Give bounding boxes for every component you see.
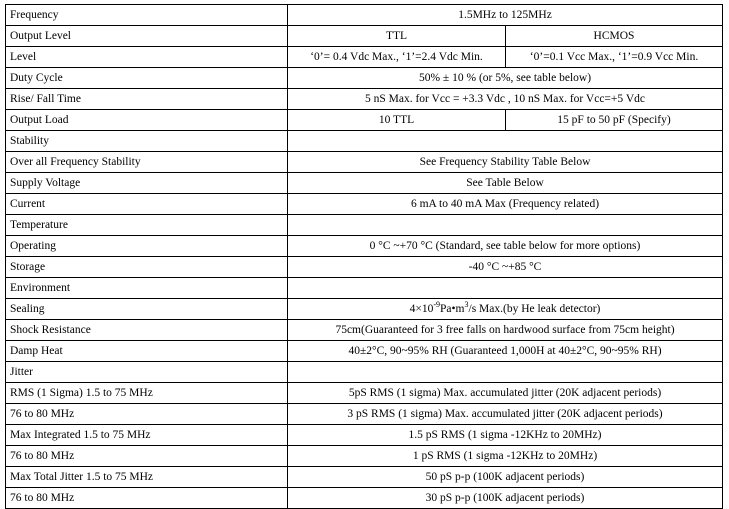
table-row: [6, 467, 723, 488]
table-row: [6, 215, 723, 236]
table-row: [6, 236, 723, 257]
table-row: [6, 194, 723, 215]
row-label-overall-frequency-stability: Over all Frequency Stability: [6, 152, 288, 173]
row-label-shock-resistance: Shock Resistance: [6, 320, 288, 341]
row-label-supply-current: Current: [6, 194, 288, 215]
row-value-b-output-load: 15 pF to 50 pF (Specify): [506, 110, 723, 131]
row-label-jitter: Jitter: [6, 362, 288, 383]
table-row: [6, 257, 723, 278]
row-label-sealing: Sealing: [6, 299, 288, 320]
row-label-max-integrated-76-80: 76 to 80 MHz: [6, 446, 288, 467]
row-value-a-output-load: 10 TTL: [288, 110, 506, 131]
row-value-b-output-level: HCMOS: [506, 26, 723, 47]
specifications-table: [5, 4, 723, 509]
row-value-rms-1-sigma-76-80: 3 pS RMS (1 sigma) Max. accumulated jitter (20K adjacent periods): [288, 404, 723, 425]
row-value-operating: 0 °C ~+70 °C (Standard, see table below for more options): [288, 236, 723, 257]
row-value-environment: [288, 278, 723, 299]
table-row: [6, 68, 723, 89]
row-label-frequency: Frequency: [6, 5, 288, 26]
row-value-sealing: $4\times 10^{-9}Pa•m^3/s$ Max.(by He leak detector): [288, 299, 723, 320]
row-value-shock-resistance: 75cm(Guaranteed for 3 free falls on hardwood surface from 75cm height): [288, 320, 723, 341]
row-label-temperature: Temperature: [6, 215, 288, 236]
row-label-operating: Operating: [6, 236, 288, 257]
row-value-a-level: ‘0’= 0.4 Vdc Max., ‘1’=2.4 Vdc Min.: [288, 47, 506, 68]
row-value-a-output-level: TTL: [288, 26, 506, 47]
row-label-max-total-jitter-76-80: 76 to 80 MHz: [6, 488, 288, 509]
row-value-rise-fall-time: 5 nS Max. for Vcc = +3.3 Vdc , 10 nS Max. for Vcc=+5 Vdc: [288, 89, 723, 110]
table-row: [6, 341, 723, 362]
row-value-storage: -40 °C ~+85 °C: [288, 257, 723, 278]
table-row: [6, 425, 723, 446]
row-label-stability: Stability: [6, 131, 288, 152]
table-row: [6, 404, 723, 425]
table-row: [6, 278, 723, 299]
table-row: [6, 89, 723, 110]
spec-sheet: [0, 4, 729, 504]
row-value-max-total-jitter-76-80: 30 pS p-p (100K adjacent periods): [288, 488, 723, 509]
table-row: [6, 299, 723, 320]
row-value-rms-1-sigma-1p5-75: 5pS RMS (1 sigma) Max. accumulated jitter (20K adjacent periods): [288, 383, 723, 404]
row-value-overall-frequency-stability: See Frequency Stability Table Below: [288, 152, 723, 173]
table-row: [6, 446, 723, 467]
row-label-environment: Environment: [6, 278, 288, 299]
row-label-output-level: Output Level: [6, 26, 288, 47]
table-row: [6, 131, 723, 152]
table-row: [6, 173, 723, 194]
row-value-temperature: [288, 215, 723, 236]
table-row: [6, 362, 723, 383]
table-row: [6, 110, 723, 131]
row-value-b-level: ‘0’=0.1 Vcc Max., ‘1’=0.9 Vcc Min.: [506, 47, 723, 68]
row-value-max-integrated-76-80: 1 pS RMS (1 sigma -12KHz to 20MHz): [288, 446, 723, 467]
row-value-supply-voltage: See Table Below: [288, 173, 723, 194]
row-label-rise-fall-time: Rise/ Fall Time: [6, 89, 288, 110]
row-label-output-load: Output Load: [6, 110, 288, 131]
row-label-max-integrated-1p5-75: Max Integrated 1.5 to 75 MHz: [6, 425, 288, 446]
row-value-max-total-jitter-1p5-75: 50 pS p-p (100K adjacent periods): [288, 467, 723, 488]
table-row: [6, 152, 723, 173]
table-row: [6, 488, 723, 509]
row-value-max-integrated-1p5-75: 1.5 pS RMS (1 sigma -12KHz to 20MHz): [288, 425, 723, 446]
row-label-damp-heat: Damp Heat: [6, 341, 288, 362]
row-label-rms-1-sigma-1p5-75: RMS (1 Sigma) 1.5 to 75 MHz: [6, 383, 288, 404]
row-value-stability: [288, 131, 723, 152]
row-value-damp-heat: 40±2°C, 90~95% RH (Guaranteed 1,000H at 40±2°C, 90~95% RH): [288, 341, 723, 362]
table-row: [6, 47, 723, 68]
row-value-jitter: [288, 362, 723, 383]
row-value-frequency: 1.5MHz to 125MHz: [288, 5, 723, 26]
row-value-supply-current: 6 mA to 40 mA Max (Frequency related): [288, 194, 723, 215]
row-label-max-total-jitter-1p5-75: Max Total Jitter 1.5 to 75 MHz: [6, 467, 288, 488]
row-label-level: Level: [6, 47, 288, 68]
table-row: [6, 320, 723, 341]
row-label-duty-cycle: Duty Cycle: [6, 68, 288, 89]
specifications-table-body: [6, 5, 723, 509]
row-value-duty-cycle: 50% ± 10 % (or 5%, see table below): [288, 68, 723, 89]
row-label-supply-voltage: Supply Voltage: [6, 173, 288, 194]
table-row: [6, 26, 723, 47]
row-label-rms-1-sigma-76-80: 76 to 80 MHz: [6, 404, 288, 425]
table-row: [6, 383, 723, 404]
row-label-storage: Storage: [6, 257, 288, 278]
table-row: [6, 5, 723, 26]
